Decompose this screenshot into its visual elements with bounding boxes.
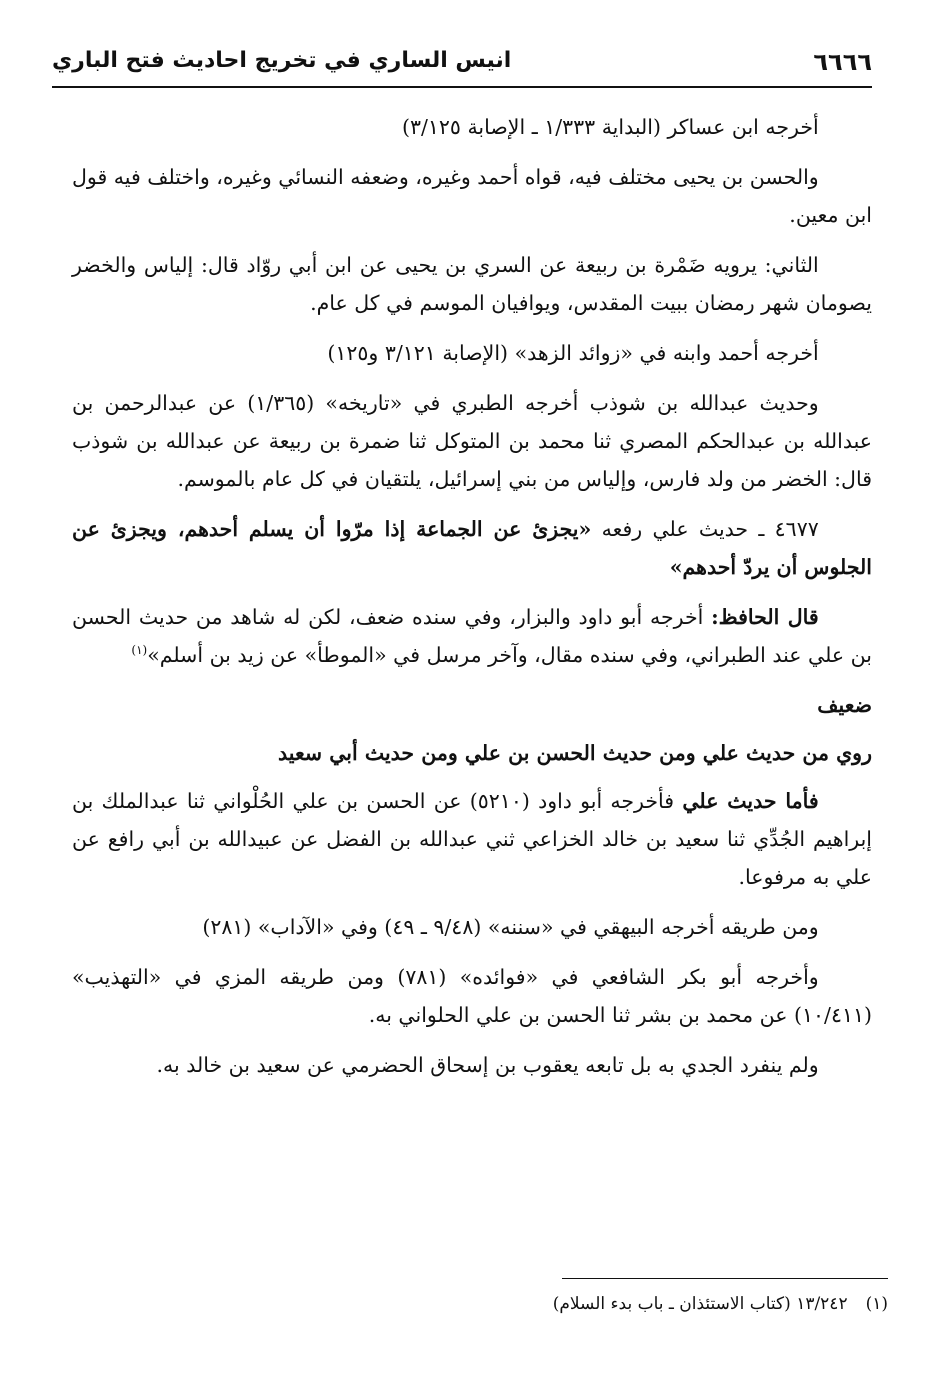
hafiz-label: قال الحافظ:: [711, 605, 819, 629]
book-title: انيس الساري في تخريج احاديث فتح الباري: [52, 48, 512, 73]
paragraph-ibn-shawdhab: وحديث عبدالله بن شوذب أخرجه الطبري في «تاريخه» (١/٣٦٥) عن عبدالرحمن بن عبدالله بن عبدالحكم المصري ثنا محمد بن المتوكل ثنا ضمرة بن ربيعة عن عبدالله بن شوذب قال: الخضر من ولد فارس، وإلياس من بني إسرائيل، يلتقيان في كل عام بالموسم.: [72, 391, 872, 491]
ali-hadith-paragraph: [72, 782, 872, 896]
paragraph-ibn-asakir: أخرجه ابن عساكر (البداية ١/٣٣٣ ـ الإصابة ٣/١٢٥): [401, 115, 819, 139]
paragraph-hasan-ibn-yahya: والحسن بن يحيى مختلف فيه، قواه أحمد وغيره، وضعفه النسائي وغيره، واختلف فيه قول ابن معين.: [72, 165, 872, 227]
narrations-heading: روي من حديث علي ومن حديث الحسن بن علي ومن حديث أبي سعيد: [278, 741, 872, 765]
footnote: [72, 1290, 888, 1318]
footnote-text: ١٣/٢٤٢ (كتاب الاستئذان ـ باب بدء السلام): [552, 1294, 848, 1314]
hadith-entry: [72, 510, 872, 586]
hadith-text: «يجزئ عن الجماعة إذا مرّوا أن يسلم أحدهم، ويجزئ عن الجلوس أن يردّ أحدهم»: [72, 517, 872, 579]
paragraph-jaddi: ولم ينفرد الجدي به بل تابعه يعقوب بن إسحاق الحضرمي عن سعيد بن خالد به.: [156, 1053, 819, 1077]
footnote-reference: (١): [131, 643, 148, 658]
paragraph-ahmad-zuhd: أخرجه أحمد وابنه في «زوائد الزهد» (الإصابة ٣/١٢١ و١٢٥): [327, 341, 819, 365]
grade-heading: ضعيف: [817, 693, 872, 717]
main-text: [72, 108, 872, 1096]
page-number: ٦٦٦٦: [813, 48, 872, 76]
ali-text: فأخرجه أبو داود (٥٢١٠) عن الحسن بن علي الحُلْواني ثنا عبدالملك بن إبراهيم الجُدِّي ثنا سعيد بن خالد الخزاعي ثني عبدالله بن الفضل عن عبيدالله بن أبي رافع عن علي به مرفوعا.: [72, 789, 872, 889]
hadith-number: ٤٦٧٧ ـ حديث علي رفعه: [591, 517, 819, 541]
hafiz-text: أخرجه أبو داود والبزار، وفي سنده ضعف، لكن له شاهد من حديث الحسن بن علي عند الطبراني، وفي سنده مقال، وآخر مرسل في «الموطأ» عن زيد بن أسلم»: [72, 605, 872, 667]
footnote-rule: [562, 1278, 888, 1279]
hafiz-comment: [72, 598, 872, 674]
ali-label: فأما حديث علي: [682, 789, 819, 813]
page-header: [52, 40, 872, 86]
paragraph-shafii: وأخرجه أبو بكر الشافعي في «فوائده» (٧٨١) ومن طريقه المزي في «التهذيب» (١٠/٤١١) عن محمد بن بشر ثنا الحسن بن علي الحلواني به.: [72, 965, 872, 1027]
paragraph-bayhaqi: ومن طريقه أخرجه البيهقي في «سننه» (٩/٤٨ ـ ٤٩) وفي «الآداب» (٢٨١): [202, 915, 819, 939]
header-rule: [52, 86, 872, 88]
footnote-marker: (١): [865, 1294, 888, 1314]
paragraph-second-narration: الثاني: يرويه ضَمْرة بن ربيعة عن السري بن يحيى عن ابن أبي روّاد قال: إلياس والخضر يصومان شهر رمضان ببيت المقدس، ويوافيان الموسم في كل عام.: [72, 253, 872, 315]
